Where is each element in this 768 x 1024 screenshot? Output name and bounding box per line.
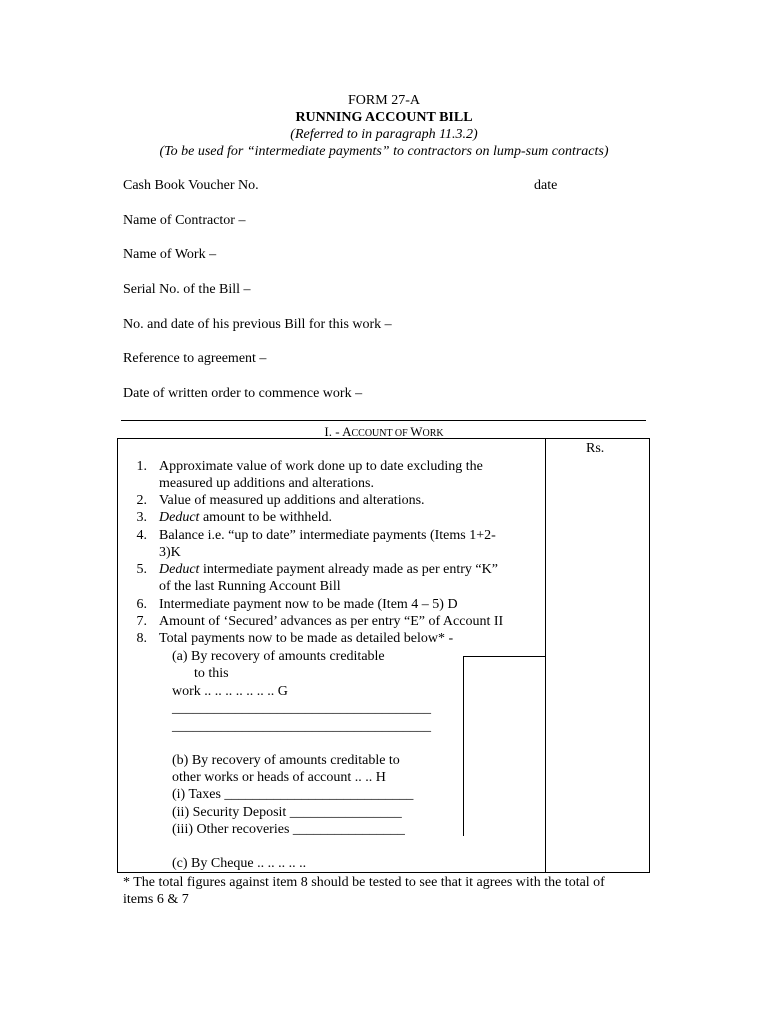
table-left-border	[117, 438, 118, 872]
form-title: RUNNING ACCOUNT BILL	[295, 110, 473, 125]
work-name-label: Name of Work –	[123, 247, 217, 262]
recovery-other-works-line: (b) By recovery of amounts creditable to	[172, 753, 400, 768]
item-number: 1.	[136, 459, 147, 474]
item-text: Intermediate payment now to be made (Item 4 – 5) D	[159, 597, 458, 612]
heading-part: ORK	[422, 428, 444, 439]
item-text: measured up additions and alterations.	[159, 476, 374, 491]
item-text: 3)K	[159, 545, 181, 560]
date-label: date	[534, 178, 558, 193]
commence-order-label: Date of written order to commence work –	[123, 386, 363, 401]
item-number: 5.	[136, 562, 147, 577]
contractor-name-label: Name of Contractor –	[123, 213, 246, 228]
cash-book-voucher-label: Cash Book Voucher No.	[123, 178, 259, 193]
item-text-rest: intermediate payment already made as per entry “K”	[199, 562, 498, 577]
amount-column-divider	[545, 438, 546, 872]
heading-part: W	[410, 424, 423, 439]
blank-line: _____________________________________	[172, 701, 431, 716]
subtotal-box-top	[463, 656, 545, 657]
rupees-column-header: Rs.	[586, 441, 605, 456]
usage-note: (To be used for “intermediate payments” to contractors on lump-sum contracts)	[159, 144, 609, 159]
section-divider	[121, 420, 646, 421]
item-number: 8.	[136, 631, 147, 646]
security-deposit-line: (ii) Security Deposit ________________	[172, 805, 402, 820]
footnote-line: items 6 & 7	[123, 892, 189, 907]
deduct-label: Deduct	[159, 510, 200, 525]
blank-line: _____________________________________	[172, 719, 431, 734]
item-text: of the last Running Account Bill	[159, 579, 341, 594]
item-number: 3.	[136, 510, 147, 525]
paragraph-reference: (Referred to in paragraph 11.3.2)	[290, 127, 478, 142]
item-text-rest: amount to be withheld.	[199, 510, 333, 525]
cheque-line: (c) By Cheque .. .. .. .. ..	[172, 856, 307, 871]
recovery-this-work-line: to this	[194, 666, 229, 681]
table-bottom-border	[117, 872, 650, 873]
item-text	[159, 509, 332, 526]
item-number: 4.	[136, 528, 147, 543]
previous-bill-label: No. and date of his previous Bill for this work –	[123, 317, 392, 332]
recovery-other-works-line: other works or heads of account .. .. H	[172, 770, 386, 785]
recovery-this-work-line: work .. .. .. .. .. .. .. G	[172, 684, 288, 699]
item-number: 2.	[136, 493, 147, 508]
item-text: Total payments now to be made as detailed below* -	[159, 631, 454, 646]
heading-part: CCOUNT OF	[351, 428, 411, 439]
table-right-border	[649, 438, 650, 872]
heading-part: I. - A	[324, 424, 352, 439]
item-text: Approximate value of work done up to date excluding the	[159, 459, 483, 474]
item-text	[159, 561, 498, 578]
item-text: Value of measured up additions and alterations.	[159, 493, 425, 508]
agreement-reference-label: Reference to agreement –	[123, 351, 267, 366]
taxes-line: (i) Taxes ___________________________	[172, 787, 414, 802]
other-recoveries-line: (iii) Other recoveries ________________	[172, 822, 405, 837]
account-of-work-heading	[0, 423, 768, 442]
item-text: Amount of ‘Secured’ advances as per entry “E” of Account II	[159, 614, 504, 629]
item-number: 7.	[136, 614, 147, 629]
footnote-line: * The total figures against item 8 should be tested to see that it agrees with the total of	[123, 875, 605, 890]
deduct-label: Deduct	[159, 562, 200, 577]
table-top-border	[117, 438, 650, 439]
item-text: Balance i.e. “up to date” intermediate payments (Items 1+2-	[159, 528, 496, 543]
recovery-this-work-line: (a) By recovery of amounts creditable	[172, 649, 385, 664]
form-number: FORM 27-A	[348, 93, 420, 108]
subtotal-box-left	[463, 656, 464, 836]
item-number: 6.	[136, 597, 147, 612]
bill-serial-label: Serial No. of the Bill –	[123, 282, 251, 297]
